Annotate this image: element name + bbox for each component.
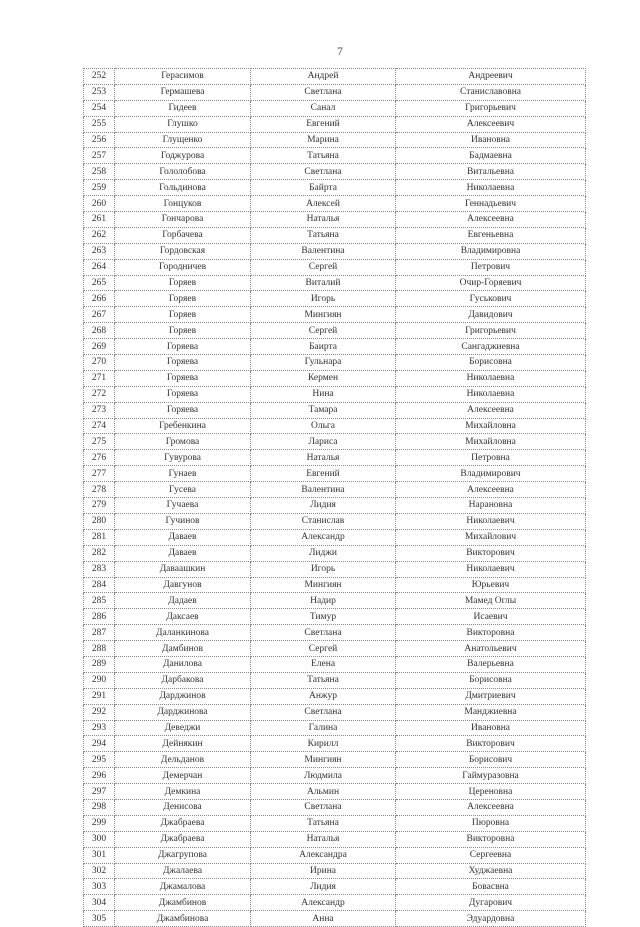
last-name-cell: Горяев xyxy=(115,307,251,323)
row-number-cell: 283 xyxy=(84,561,115,577)
last-name-cell: Горяева xyxy=(115,355,251,371)
first-name-cell: Алексей xyxy=(251,196,396,212)
table-row xyxy=(84,227,586,243)
first-name-cell: Тамара xyxy=(251,402,396,418)
patronymic-cell: Михайловна xyxy=(396,434,586,450)
patronymic-cell: Владимировна xyxy=(396,243,586,259)
row-number-cell: 255 xyxy=(84,116,115,132)
table-row xyxy=(84,132,586,148)
table-row xyxy=(84,275,586,291)
last-name-cell: Джамбинова xyxy=(115,911,251,927)
table-row xyxy=(84,386,586,402)
table-row xyxy=(84,196,586,212)
names-table xyxy=(83,68,586,927)
table-row xyxy=(84,625,586,641)
first-name-cell: Светлана xyxy=(251,84,396,100)
last-name-cell: Горяева xyxy=(115,402,251,418)
patronymic-cell: Григорьевич xyxy=(396,100,586,116)
first-name-cell: Сергей xyxy=(251,641,396,657)
patronymic-cell: Михайловна xyxy=(396,418,586,434)
last-name-cell: Горяева xyxy=(115,339,251,355)
page-number: 7 xyxy=(337,44,343,58)
patronymic-cell: Юрьевич xyxy=(396,577,586,593)
last-name-cell: Джамалова xyxy=(115,879,251,895)
first-name-cell: Галина xyxy=(251,720,396,736)
first-name-cell: Елена xyxy=(251,656,396,672)
patronymic-cell: Николаевна xyxy=(396,180,586,196)
first-name-cell: Александр xyxy=(251,895,396,911)
last-name-cell: Даваев xyxy=(115,545,251,561)
first-name-cell: Кирилл xyxy=(251,736,396,752)
row-number-cell: 254 xyxy=(84,100,115,116)
patronymic-cell: Бовасвна xyxy=(396,879,586,895)
last-name-cell: Джабраева xyxy=(115,831,251,847)
row-number-cell: 290 xyxy=(84,672,115,688)
last-name-cell: Даваев xyxy=(115,529,251,545)
patronymic-cell: Ивановна xyxy=(396,132,586,148)
patronymic-cell: Викторовна xyxy=(396,625,586,641)
patronymic-cell: Григорьевич xyxy=(396,323,586,339)
last-name-cell: Горяев xyxy=(115,323,251,339)
row-number-cell: 266 xyxy=(84,291,115,307)
last-name-cell: Гермашева xyxy=(115,84,251,100)
first-name-cell: Мингиян xyxy=(251,752,396,768)
row-number-cell: 301 xyxy=(84,847,115,863)
table-row xyxy=(84,720,586,736)
patronymic-cell: Алексеевна xyxy=(396,482,586,498)
row-number-cell: 302 xyxy=(84,863,115,879)
table-row xyxy=(84,799,586,815)
first-name-cell: Нина xyxy=(251,386,396,402)
patronymic-cell: Андреевич xyxy=(396,69,586,85)
first-name-cell: Ольга xyxy=(251,418,396,434)
row-number-cell: 300 xyxy=(84,831,115,847)
row-number-cell: 264 xyxy=(84,259,115,275)
last-name-cell: Даланкинова xyxy=(115,625,251,641)
first-name-cell: Игорь xyxy=(251,561,396,577)
patronymic-cell: Михайлович xyxy=(396,529,586,545)
last-name-cell: Демкина xyxy=(115,784,251,800)
first-name-cell: Марина xyxy=(251,132,396,148)
table-row xyxy=(84,450,586,466)
table-row xyxy=(84,370,586,386)
last-name-cell: Даваашкин xyxy=(115,561,251,577)
patronymic-cell: Давидович xyxy=(396,307,586,323)
patronymic-cell: Станиславовна xyxy=(396,84,586,100)
row-number-cell: 303 xyxy=(84,879,115,895)
patronymic-cell: Викторовна xyxy=(396,831,586,847)
patronymic-cell: Геннадьевич xyxy=(396,196,586,212)
last-name-cell: Джабраева xyxy=(115,815,251,831)
table-row xyxy=(84,815,586,831)
last-name-cell: Герасимов xyxy=(115,69,251,85)
last-name-cell: Горяева xyxy=(115,386,251,402)
first-name-cell: Анна xyxy=(251,911,396,927)
row-number-cell: 296 xyxy=(84,768,115,784)
patronymic-cell: Сангаджиевна xyxy=(396,339,586,355)
first-name-cell: Лиджи xyxy=(251,545,396,561)
table-row xyxy=(84,784,586,800)
patronymic-cell: Бадмаевна xyxy=(396,148,586,164)
first-name-cell: Альмин xyxy=(251,784,396,800)
last-name-cell: Гунаев xyxy=(115,466,251,482)
table-row xyxy=(84,736,586,752)
row-number-cell: 293 xyxy=(84,720,115,736)
patronymic-cell: Николаевич xyxy=(396,561,586,577)
table-row xyxy=(84,498,586,514)
row-number-cell: 270 xyxy=(84,355,115,371)
row-number-cell: 259 xyxy=(84,180,115,196)
patronymic-cell: Исаевич xyxy=(396,609,586,625)
table-row xyxy=(84,593,586,609)
patronymic-cell: Алексеевич xyxy=(396,116,586,132)
patronymic-cell: Николаевна xyxy=(396,386,586,402)
table-row xyxy=(84,323,586,339)
first-name-cell: Мингиян xyxy=(251,307,396,323)
patronymic-cell: Эдуардовна xyxy=(396,911,586,927)
first-name-cell: Валентина xyxy=(251,482,396,498)
table-row xyxy=(84,609,586,625)
last-name-cell: Годжурова xyxy=(115,148,251,164)
table-row xyxy=(84,466,586,482)
first-name-cell: Мингиян xyxy=(251,577,396,593)
last-name-cell: Дарбакова xyxy=(115,672,251,688)
last-name-cell: Глушко xyxy=(115,116,251,132)
last-name-cell: Деведжи xyxy=(115,720,251,736)
row-number-cell: 261 xyxy=(84,212,115,228)
table-row xyxy=(84,434,586,450)
last-name-cell: Гололобова xyxy=(115,164,251,180)
last-name-cell: Гончарова xyxy=(115,212,251,228)
row-number-cell: 284 xyxy=(84,577,115,593)
last-name-cell: Глущенко xyxy=(115,132,251,148)
last-name-cell: Громова xyxy=(115,434,251,450)
last-name-cell: Дарджинова xyxy=(115,704,251,720)
patronymic-cell: Викторович xyxy=(396,736,586,752)
last-name-cell: Дамбинов xyxy=(115,641,251,657)
last-name-cell: Гусева xyxy=(115,482,251,498)
patronymic-cell: Петрович xyxy=(396,259,586,275)
row-number-cell: 305 xyxy=(84,911,115,927)
table-row xyxy=(84,895,586,911)
first-name-cell: Светлана xyxy=(251,704,396,720)
table-row xyxy=(84,243,586,259)
last-name-cell: Демерчан xyxy=(115,768,251,784)
table-row xyxy=(84,164,586,180)
last-name-cell: Даксаев xyxy=(115,609,251,625)
first-name-cell: Светлана xyxy=(251,799,396,815)
patronymic-cell: Манджиевна xyxy=(396,704,586,720)
first-name-cell: Светлана xyxy=(251,625,396,641)
first-name-cell: Татьяна xyxy=(251,227,396,243)
first-name-cell: Лидия xyxy=(251,879,396,895)
row-number-cell: 268 xyxy=(84,323,115,339)
last-name-cell: Горяев xyxy=(115,291,251,307)
last-name-cell: Горяев xyxy=(115,275,251,291)
first-name-cell: Баирта xyxy=(251,339,396,355)
row-number-cell: 285 xyxy=(84,593,115,609)
last-name-cell: Дадаев xyxy=(115,593,251,609)
last-name-cell: Джагрупова xyxy=(115,847,251,863)
row-number-cell: 253 xyxy=(84,84,115,100)
first-name-cell: Валентина xyxy=(251,243,396,259)
row-number-cell: 256 xyxy=(84,132,115,148)
table-row xyxy=(84,180,586,196)
last-name-cell: Гидеев xyxy=(115,100,251,116)
row-number-cell: 263 xyxy=(84,243,115,259)
table-row xyxy=(84,482,586,498)
first-name-cell: Сергей xyxy=(251,323,396,339)
row-number-cell: 282 xyxy=(84,545,115,561)
patronymic-cell: Викторович xyxy=(396,545,586,561)
first-name-cell: Лариса xyxy=(251,434,396,450)
patronymic-cell: Борисовна xyxy=(396,355,586,371)
row-number-cell: 291 xyxy=(84,688,115,704)
patronymic-cell: Гуськович xyxy=(396,291,586,307)
table-row xyxy=(84,672,586,688)
row-number-cell: 274 xyxy=(84,418,115,434)
row-number-cell: 299 xyxy=(84,815,115,831)
table-row xyxy=(84,879,586,895)
table-row xyxy=(84,513,586,529)
first-name-cell: Александр xyxy=(251,529,396,545)
table-row xyxy=(84,545,586,561)
patronymic-cell: Петровна xyxy=(396,450,586,466)
row-number-cell: 289 xyxy=(84,656,115,672)
last-name-cell: Дейнякин xyxy=(115,736,251,752)
patronymic-cell: Евгеньевна xyxy=(396,227,586,243)
last-name-cell: Дарджинов xyxy=(115,688,251,704)
first-name-cell: Евгений xyxy=(251,116,396,132)
last-name-cell: Гувурова xyxy=(115,450,251,466)
row-number-cell: 297 xyxy=(84,784,115,800)
patronymic-cell: Цереновна xyxy=(396,784,586,800)
row-number-cell: 279 xyxy=(84,498,115,514)
patronymic-cell: Борисович xyxy=(396,752,586,768)
row-number-cell: 275 xyxy=(84,434,115,450)
table-row xyxy=(84,116,586,132)
first-name-cell: Игорь xyxy=(251,291,396,307)
table-row xyxy=(84,259,586,275)
row-number-cell: 269 xyxy=(84,339,115,355)
first-name-cell: Станислав xyxy=(251,513,396,529)
patronymic-cell: Очир-Горяевич xyxy=(396,275,586,291)
table-row xyxy=(84,863,586,879)
row-number-cell: 292 xyxy=(84,704,115,720)
patronymic-cell: Ивановна xyxy=(396,720,586,736)
row-number-cell: 272 xyxy=(84,386,115,402)
last-name-cell: Горбачева xyxy=(115,227,251,243)
row-number-cell: 277 xyxy=(84,466,115,482)
patronymic-cell: Мамед Оглы xyxy=(396,593,586,609)
first-name-cell: Татьяна xyxy=(251,148,396,164)
table-row xyxy=(84,704,586,720)
table-row xyxy=(84,418,586,434)
patronymic-cell: Николаевич xyxy=(396,513,586,529)
table-row xyxy=(84,656,586,672)
patronymic-cell: Борисовна xyxy=(396,672,586,688)
row-number-cell: 262 xyxy=(84,227,115,243)
last-name-cell: Горяева xyxy=(115,370,251,386)
first-name-cell: Байрта xyxy=(251,180,396,196)
first-name-cell: Светлана xyxy=(251,164,396,180)
patronymic-cell: Дугарович xyxy=(396,895,586,911)
patronymic-cell: Худжаевна xyxy=(396,863,586,879)
table-row xyxy=(84,291,586,307)
last-name-cell: Давгунов xyxy=(115,577,251,593)
last-name-cell: Гордовская xyxy=(115,243,251,259)
patronymic-cell: Пюровна xyxy=(396,815,586,831)
first-name-cell: Тимур xyxy=(251,609,396,625)
last-name-cell: Джамбинов xyxy=(115,895,251,911)
first-name-cell: Анжур xyxy=(251,688,396,704)
row-number-cell: 295 xyxy=(84,752,115,768)
first-name-cell: Лидия xyxy=(251,498,396,514)
row-number-cell: 298 xyxy=(84,799,115,815)
patronymic-cell: Алексеевна xyxy=(396,799,586,815)
table-row xyxy=(84,768,586,784)
table-row xyxy=(84,402,586,418)
table-row xyxy=(84,355,586,371)
last-name-cell: Городничев xyxy=(115,259,251,275)
table-row xyxy=(84,307,586,323)
table-row xyxy=(84,148,586,164)
last-name-cell: Данилова xyxy=(115,656,251,672)
table-body xyxy=(84,69,586,927)
table-row xyxy=(84,831,586,847)
patronymic-cell: Витальевна xyxy=(396,164,586,180)
first-name-cell: Надир xyxy=(251,593,396,609)
last-name-cell: Гольдинова xyxy=(115,180,251,196)
first-name-cell: Наталья xyxy=(251,212,396,228)
table-row xyxy=(84,577,586,593)
last-name-cell: Гонцуков xyxy=(115,196,251,212)
patronymic-cell: Анатольевич xyxy=(396,641,586,657)
last-name-cell: Джалаева xyxy=(115,863,251,879)
table-row xyxy=(84,752,586,768)
last-name-cell: Гребенкина xyxy=(115,418,251,434)
row-number-cell: 260 xyxy=(84,196,115,212)
table-row xyxy=(84,69,586,85)
table-row xyxy=(84,911,586,927)
patronymic-cell: Дмитриевич xyxy=(396,688,586,704)
row-number-cell: 281 xyxy=(84,529,115,545)
patronymic-cell: Алексеевна xyxy=(396,402,586,418)
patronymic-cell: Нарановна xyxy=(396,498,586,514)
row-number-cell: 257 xyxy=(84,148,115,164)
row-number-cell: 288 xyxy=(84,641,115,657)
first-name-cell: Санал xyxy=(251,100,396,116)
patronymic-cell: Владимирович xyxy=(396,466,586,482)
row-number-cell: 258 xyxy=(84,164,115,180)
table-row xyxy=(84,339,586,355)
patronymic-cell: Гаймуразовна xyxy=(396,768,586,784)
table-row xyxy=(84,84,586,100)
row-number-cell: 294 xyxy=(84,736,115,752)
patronymic-cell: Алексеевна xyxy=(396,212,586,228)
last-name-cell: Гучаева xyxy=(115,498,251,514)
row-number-cell: 280 xyxy=(84,513,115,529)
first-name-cell: Гульнара xyxy=(251,355,396,371)
table-row xyxy=(84,688,586,704)
first-name-cell: Андрей xyxy=(251,69,396,85)
first-name-cell: Виталий xyxy=(251,275,396,291)
table-row xyxy=(84,561,586,577)
first-name-cell: Евгений xyxy=(251,466,396,482)
row-number-cell: 252 xyxy=(84,69,115,85)
first-name-cell: Наталья xyxy=(251,831,396,847)
table-row xyxy=(84,212,586,228)
row-number-cell: 286 xyxy=(84,609,115,625)
row-number-cell: 278 xyxy=(84,482,115,498)
row-number-cell: 265 xyxy=(84,275,115,291)
last-name-cell: Денисова xyxy=(115,799,251,815)
first-name-cell: Ирина xyxy=(251,863,396,879)
table-row xyxy=(84,100,586,116)
row-number-cell: 276 xyxy=(84,450,115,466)
first-name-cell: Александра xyxy=(251,847,396,863)
row-number-cell: 304 xyxy=(84,895,115,911)
row-number-cell: 287 xyxy=(84,625,115,641)
patronymic-cell: Валерьевна xyxy=(396,656,586,672)
row-number-cell: 271 xyxy=(84,370,115,386)
patronymic-cell: Николаевна xyxy=(396,370,586,386)
table-row xyxy=(84,847,586,863)
last-name-cell: Гучинов xyxy=(115,513,251,529)
row-number-cell: 273 xyxy=(84,402,115,418)
first-name-cell: Людмила xyxy=(251,768,396,784)
table-row xyxy=(84,529,586,545)
first-name-cell: Наталья xyxy=(251,450,396,466)
last-name-cell: Дельданов xyxy=(115,752,251,768)
first-name-cell: Татьяна xyxy=(251,815,396,831)
first-name-cell: Кермен xyxy=(251,370,396,386)
first-name-cell: Сергей xyxy=(251,259,396,275)
row-number-cell: 267 xyxy=(84,307,115,323)
first-name-cell: Татьяна xyxy=(251,672,396,688)
table-row xyxy=(84,641,586,657)
patronymic-cell: Сергеевна xyxy=(396,847,586,863)
